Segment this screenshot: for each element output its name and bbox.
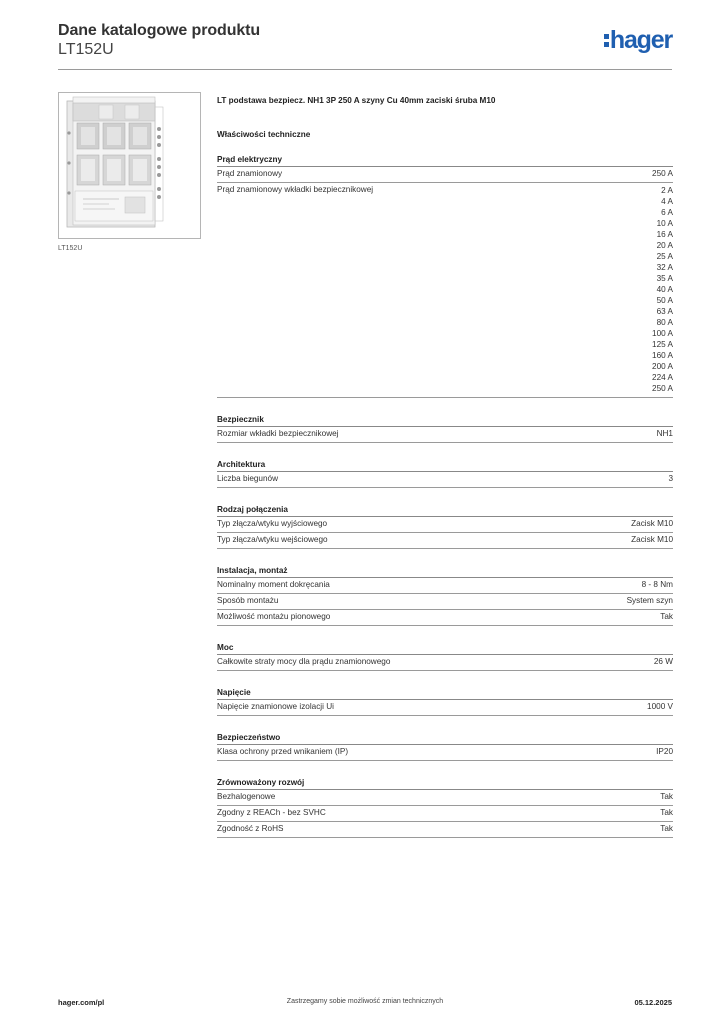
fuse-base-illustration bbox=[59, 93, 200, 238]
product-image bbox=[58, 92, 201, 239]
spec-row bbox=[217, 655, 673, 671]
document-date: 05.12.2025 bbox=[634, 998, 672, 1007]
spec-label: Prąd znamionowy bbox=[217, 169, 283, 178]
spec-label: Typ złącza/wtyku wejściowego bbox=[217, 535, 328, 544]
section-title: Architektura bbox=[217, 460, 673, 472]
spec-row bbox=[217, 517, 673, 533]
spec-value: Tak bbox=[660, 824, 673, 833]
spec-value: 2 A bbox=[661, 186, 673, 195]
spec-value: 100 A bbox=[652, 329, 673, 338]
spec-row bbox=[217, 806, 673, 822]
spec-value: 63 A bbox=[656, 307, 673, 316]
specifications bbox=[217, 96, 673, 838]
spec-row bbox=[217, 594, 673, 610]
spec-value: 4 A bbox=[661, 197, 673, 206]
technical-properties-heading: Właściwości techniczne bbox=[217, 130, 311, 139]
spec-label: Napięcie znamionowe izolacji Ui bbox=[217, 702, 334, 711]
spec-row bbox=[217, 700, 673, 716]
spec-value: 1000 V bbox=[647, 702, 673, 711]
spec-value: 8 - 8 Nm bbox=[641, 580, 673, 589]
spec-value: 3 bbox=[668, 474, 673, 483]
section-fuse bbox=[217, 415, 673, 443]
section-title: Bezpiecznik bbox=[217, 415, 673, 427]
spec-value: Tak bbox=[660, 792, 673, 801]
spec-row bbox=[217, 167, 673, 183]
section-electric-current bbox=[217, 155, 673, 398]
spec-row bbox=[217, 427, 673, 443]
spec-label: Liczba biegunów bbox=[217, 474, 278, 483]
spec-value: 35 A bbox=[656, 274, 673, 283]
spec-value: 160 A bbox=[652, 351, 673, 360]
spec-label: Rozmiar wkładki bezpiecznikowej bbox=[217, 429, 339, 438]
spec-row bbox=[217, 790, 673, 806]
spec-row bbox=[217, 183, 673, 398]
logo-text: hager bbox=[609, 25, 672, 54]
spec-row bbox=[217, 822, 673, 838]
spec-row bbox=[217, 578, 673, 594]
spec-value: 125 A bbox=[652, 340, 673, 349]
spec-value: NH1 bbox=[656, 429, 673, 438]
spec-value: 40 A bbox=[656, 285, 673, 294]
spec-row bbox=[217, 533, 673, 549]
section-title: Zrównoważony rozwój bbox=[217, 778, 673, 790]
spec-row bbox=[217, 610, 673, 626]
page-header bbox=[58, 22, 672, 70]
section-title: Instalacja, montaż bbox=[217, 566, 673, 578]
spec-value: Tak bbox=[660, 808, 673, 817]
spec-value: 200 A bbox=[652, 362, 673, 371]
spec-value: 250 A bbox=[652, 169, 673, 178]
technical-changes-notice: Zastrzegamy sobie możliwość zmian technicznych bbox=[286, 998, 444, 1005]
spec-value: 6 A bbox=[661, 208, 673, 217]
spec-value: 20 A bbox=[656, 241, 673, 250]
website-link[interactable]: hager.com/pl bbox=[58, 998, 105, 1007]
spec-label: Klasa ochrony przed wnikaniem (IP) bbox=[217, 747, 349, 756]
section-title: Rodzaj połączenia bbox=[217, 505, 673, 517]
section-title: Moc bbox=[217, 643, 673, 655]
spec-value: System szyn bbox=[626, 596, 673, 605]
product-description: LT podstawa bezpiecz. NH1 3P 250 A szyny Cu 40mm zaciski śruba M10 bbox=[217, 96, 496, 105]
section-title: Prąd elektryczny bbox=[217, 155, 673, 167]
spec-value: 16 A bbox=[656, 230, 673, 239]
section-architecture bbox=[217, 460, 673, 488]
spec-label: Zgodność z RoHS bbox=[217, 824, 284, 833]
section-installation bbox=[217, 566, 673, 626]
spec-label: Całkowite straty mocy dla prądu znamionowego bbox=[217, 657, 391, 666]
spec-label: Możliwość montażu pionowego bbox=[217, 612, 331, 621]
spec-value: 26 W bbox=[653, 657, 673, 666]
spec-value: Tak bbox=[660, 612, 673, 621]
spec-value: Zacisk M10 bbox=[631, 519, 673, 528]
spec-value: 250 A bbox=[652, 384, 673, 393]
spec-value: 25 A bbox=[656, 252, 673, 261]
logo-dots-icon bbox=[604, 34, 609, 47]
spec-value: 224 A bbox=[652, 373, 673, 382]
spec-label: Zgodny z REACh - bez SVHC bbox=[217, 808, 326, 817]
hager-logo bbox=[604, 26, 672, 54]
spec-value: 50 A bbox=[656, 296, 673, 305]
spec-label: Sposób montażu bbox=[217, 596, 279, 605]
section-voltage bbox=[217, 688, 673, 716]
spec-row bbox=[217, 745, 673, 761]
product-code: LT152U bbox=[58, 41, 114, 58]
spec-value: 10 A bbox=[656, 219, 673, 228]
spec-label: Nominalny moment dokręcania bbox=[217, 580, 330, 589]
section-power bbox=[217, 643, 673, 671]
spec-label: Bezhalogenowe bbox=[217, 792, 276, 801]
image-caption: LT152U bbox=[58, 245, 83, 252]
spec-value-list bbox=[652, 185, 673, 394]
spec-label: Prąd znamionowy wkładki bezpiecznikowej bbox=[217, 185, 374, 194]
section-sustainability bbox=[217, 778, 673, 838]
section-safety bbox=[217, 733, 673, 761]
spec-row bbox=[217, 472, 673, 488]
document-title: Dane katalogowe produktu bbox=[58, 22, 261, 39]
section-connection-type bbox=[217, 505, 673, 549]
section-title: Bezpieczeństwo bbox=[217, 733, 673, 745]
spec-value: IP20 bbox=[656, 747, 673, 756]
spec-value: Zacisk M10 bbox=[631, 535, 673, 544]
section-title: Napięcie bbox=[217, 688, 673, 700]
spec-label: Typ złącza/wtyku wyjściowego bbox=[217, 519, 328, 528]
spec-value: 80 A bbox=[656, 318, 673, 327]
spec-value: 32 A bbox=[656, 263, 673, 272]
